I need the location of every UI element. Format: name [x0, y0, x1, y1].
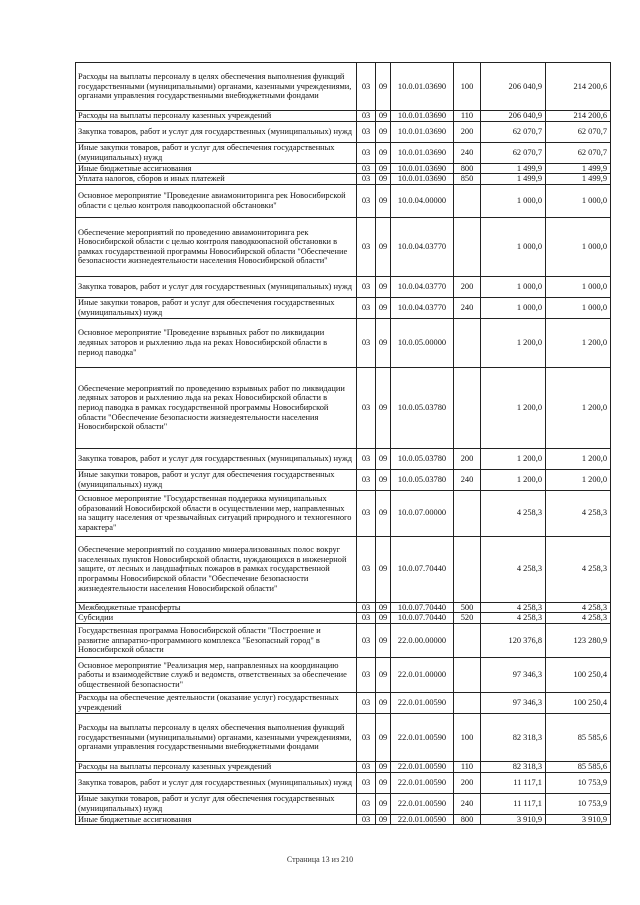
- row-sum-1: 4 258,3: [481, 490, 546, 536]
- row-csr: 22.0.00.00000: [391, 623, 454, 657]
- row-pr: 09: [376, 297, 391, 318]
- row-name: Иные бюджетные ассигнования: [76, 163, 357, 174]
- table-row: [76, 490, 611, 536]
- row-sum-2: 1 000,0: [546, 184, 611, 217]
- row-csr: 22.0.01.00590: [391, 692, 454, 713]
- table-row: [76, 367, 611, 448]
- row-csr: 10.0.05.03780: [391, 367, 454, 448]
- table-row: [76, 217, 611, 276]
- row-rz: 03: [357, 163, 376, 174]
- row-csr: 10.0.01.03690: [391, 121, 454, 142]
- row-csr: 10.0.01.03690: [391, 163, 454, 174]
- row-pr: 09: [376, 657, 391, 692]
- row-sum-1: 11 117,1: [481, 772, 546, 793]
- row-vr: [454, 536, 481, 602]
- row-vr: 110: [454, 111, 481, 122]
- row-csr: 10.0.05.03780: [391, 469, 454, 490]
- row-sum-2: 214 200,6: [546, 111, 611, 122]
- row-csr: 22.0.01.00590: [391, 793, 454, 814]
- row-name: Обеспечение мероприятий по проведению взрывных работ по ликвидации ледяных заторов и рыхлению льда на реках Новосибирской области в период паводка в рамках государственной программы Новосибирской области "Обеспечение безопасности жизнедеятельности населения Новосибирской области": [76, 367, 357, 448]
- row-pr: 09: [376, 63, 391, 111]
- table-row: [76, 318, 611, 367]
- row-rz: 03: [357, 613, 376, 624]
- row-pr: 09: [376, 142, 391, 163]
- row-sum-1: 11 117,1: [481, 793, 546, 814]
- row-rz: 03: [357, 536, 376, 602]
- row-sum-2: 123 280,9: [546, 623, 611, 657]
- row-vr: [454, 367, 481, 448]
- table-row: [76, 276, 611, 297]
- row-sum-1: 1 000,0: [481, 297, 546, 318]
- table-row: [76, 163, 611, 174]
- row-csr: 10.0.04.03770: [391, 217, 454, 276]
- row-csr: 10.0.04.00000: [391, 184, 454, 217]
- row-name: Расходы на выплаты персоналу в целях обеспечения выполнения функций государственными (муниципальными) органами, казенными учреждениями, органами управления государственными внебюджетными фондами: [76, 713, 357, 761]
- row-name: Закупка товаров, работ и услуг для государственных (муниципальных) нужд: [76, 121, 357, 142]
- row-rz: 03: [357, 174, 376, 185]
- table-row: [76, 793, 611, 814]
- row-sum-2: 1 000,0: [546, 276, 611, 297]
- row-vr: [454, 692, 481, 713]
- budget-table-body: [76, 63, 611, 825]
- row-name: Основное мероприятие "Государственная поддержка муниципальных образований Новосибирской области в осуществлении мер, направленных на защиту населения от чрезвычайных ситуаций природного и техногенного характера": [76, 490, 357, 536]
- row-csr: 10.0.07.00000: [391, 490, 454, 536]
- table-row: [76, 111, 611, 122]
- row-rz: 03: [357, 276, 376, 297]
- row-vr: 100: [454, 63, 481, 111]
- row-sum-2: 62 070,7: [546, 121, 611, 142]
- table-row: [76, 623, 611, 657]
- table-row: [76, 142, 611, 163]
- row-csr: 10.0.01.03690: [391, 111, 454, 122]
- row-pr: 09: [376, 602, 391, 613]
- row-csr: 22.0.01.00590: [391, 713, 454, 761]
- row-name: Расходы на выплаты персоналу в целях обеспечения выполнения функций государственными (муниципальными) органами, казенными учреждениями, органами управления государственными внебюджетными фондами: [76, 63, 357, 111]
- row-sum-1: 1 000,0: [481, 184, 546, 217]
- row-csr: 10.0.05.03780: [391, 448, 454, 469]
- row-name: Основное мероприятие "Проведение авиамониторинга рек Новосибирской области с целью контроля паводкоопасной обстановки": [76, 184, 357, 217]
- row-vr: 800: [454, 163, 481, 174]
- row-vr: [454, 490, 481, 536]
- row-sum-2: 10 753,9: [546, 793, 611, 814]
- row-sum-1: 97 346,3: [481, 657, 546, 692]
- table-row: [76, 174, 611, 185]
- row-rz: 03: [357, 297, 376, 318]
- row-vr: 240: [454, 297, 481, 318]
- row-csr: 10.0.01.03690: [391, 142, 454, 163]
- row-sum-1: 3 910,9: [481, 814, 546, 825]
- row-sum-1: 1 200,0: [481, 318, 546, 367]
- row-sum-2: 1 499,9: [546, 163, 611, 174]
- row-pr: 09: [376, 184, 391, 217]
- row-vr: 100: [454, 713, 481, 761]
- row-pr: 09: [376, 623, 391, 657]
- row-sum-2: 4 258,3: [546, 536, 611, 602]
- row-name: Расходы на обеспечение деятельности (оказание услуг) государственных учреждений: [76, 692, 357, 713]
- row-rz: 03: [357, 448, 376, 469]
- row-csr: 10.0.07.70440: [391, 536, 454, 602]
- page-footer: Страница 13 из 210: [286, 855, 354, 864]
- row-rz: 03: [357, 469, 376, 490]
- row-rz: 03: [357, 793, 376, 814]
- row-pr: 09: [376, 448, 391, 469]
- row-name: Расходы на выплаты персоналу казенных учреждений: [76, 761, 357, 772]
- row-rz: 03: [357, 184, 376, 217]
- row-name: Закупка товаров, работ и услуг для государственных (муниципальных) нужд: [76, 276, 357, 297]
- row-pr: 09: [376, 536, 391, 602]
- row-sum-1: 206 040,9: [481, 111, 546, 122]
- row-name: Иные закупки товаров, работ и услуг для обеспечения государственных (муниципальных) нужд: [76, 297, 357, 318]
- table-row: [76, 536, 611, 602]
- row-pr: 09: [376, 490, 391, 536]
- row-rz: 03: [357, 367, 376, 448]
- row-sum-2: 1 200,0: [546, 448, 611, 469]
- table-row: [76, 814, 611, 825]
- row-sum-2: 4 258,3: [546, 602, 611, 613]
- row-pr: 09: [376, 713, 391, 761]
- row-name: Иные закупки товаров, работ и услуг для обеспечения государственных (муниципальных) нужд: [76, 142, 357, 163]
- table-row: [76, 657, 611, 692]
- row-sum-2: 4 258,3: [546, 613, 611, 624]
- row-rz: 03: [357, 121, 376, 142]
- table-row: [76, 713, 611, 761]
- row-vr: [454, 623, 481, 657]
- row-rz: 03: [357, 772, 376, 793]
- row-pr: 09: [376, 163, 391, 174]
- row-sum-1: 1 499,9: [481, 174, 546, 185]
- row-name: Закупка товаров, работ и услуг для государственных (муниципальных) нужд: [76, 448, 357, 469]
- row-sum-2: 4 258,3: [546, 490, 611, 536]
- row-rz: 03: [357, 692, 376, 713]
- row-pr: 09: [376, 772, 391, 793]
- row-rz: 03: [357, 814, 376, 825]
- table-row: [76, 121, 611, 142]
- row-csr: 22.0.01.00590: [391, 772, 454, 793]
- row-pr: 09: [376, 469, 391, 490]
- row-csr: 10.0.07.70440: [391, 613, 454, 624]
- row-csr: 22.0.01.00000: [391, 657, 454, 692]
- row-sum-2: 100 250,4: [546, 657, 611, 692]
- row-csr: 10.0.07.70440: [391, 602, 454, 613]
- row-pr: 09: [376, 318, 391, 367]
- row-name: Иные закупки товаров, работ и услуг для обеспечения государственных (муниципальных) нужд: [76, 793, 357, 814]
- row-rz: 03: [357, 111, 376, 122]
- row-vr: 200: [454, 772, 481, 793]
- row-sum-1: 1 000,0: [481, 276, 546, 297]
- row-vr: 240: [454, 469, 481, 490]
- row-name: Основное мероприятие "Проведение взрывных работ по ликвидации ледяных заторов и рыхлению льда на реках Новосибирской области в период паводка": [76, 318, 357, 367]
- row-sum-1: 1 200,0: [481, 367, 546, 448]
- table-row: [76, 297, 611, 318]
- row-name: Иные закупки товаров, работ и услуг для обеспечения государственных (муниципальных) нужд: [76, 469, 357, 490]
- row-pr: 09: [376, 174, 391, 185]
- row-pr: 09: [376, 217, 391, 276]
- row-pr: 09: [376, 692, 391, 713]
- row-rz: 03: [357, 490, 376, 536]
- row-name: Межбюджетные трансферты: [76, 602, 357, 613]
- row-vr: 850: [454, 174, 481, 185]
- row-vr: 200: [454, 276, 481, 297]
- row-vr: 200: [454, 448, 481, 469]
- row-sum-1: 1 200,0: [481, 448, 546, 469]
- row-rz: 03: [357, 657, 376, 692]
- row-csr: 22.0.01.00590: [391, 761, 454, 772]
- row-csr: 10.0.04.03770: [391, 297, 454, 318]
- table-row: [76, 761, 611, 772]
- row-sum-1: 62 070,7: [481, 121, 546, 142]
- row-name: Обеспечение мероприятий по проведению авиамониторинга рек Новосибирской области с целью контроля паводкоопасной обстановки в рамках государственной программы Новосибирской области "Обеспечение безопасности жизнедеятельности населения Новосибирской области": [76, 217, 357, 276]
- row-sum-2: 3 910,9: [546, 814, 611, 825]
- row-sum-2: 62 070,7: [546, 142, 611, 163]
- row-csr: 10.0.04.03770: [391, 276, 454, 297]
- table-row: [76, 184, 611, 217]
- row-rz: 03: [357, 142, 376, 163]
- row-sum-2: 1 200,0: [546, 318, 611, 367]
- row-rz: 03: [357, 602, 376, 613]
- budget-table: [75, 62, 611, 825]
- row-name: Уплата налогов, сборов и иных платежей: [76, 174, 357, 185]
- table-row: [76, 602, 611, 613]
- row-sum-2: 1 200,0: [546, 469, 611, 490]
- row-sum-1: 206 040,9: [481, 63, 546, 111]
- table-row: [76, 772, 611, 793]
- row-sum-2: 85 585,6: [546, 761, 611, 772]
- row-name: Закупка товаров, работ и услуг для государственных (муниципальных) нужд: [76, 772, 357, 793]
- row-sum-2: 1 499,9: [546, 174, 611, 185]
- row-rz: 03: [357, 217, 376, 276]
- row-pr: 09: [376, 367, 391, 448]
- row-vr: 520: [454, 613, 481, 624]
- row-sum-2: 214 200,6: [546, 63, 611, 111]
- row-sum-1: 120 376,8: [481, 623, 546, 657]
- row-sum-1: 4 258,3: [481, 536, 546, 602]
- row-rz: 03: [357, 63, 376, 111]
- row-vr: [454, 318, 481, 367]
- row-name: Государственная программа Новосибирской области "Построение и развитие аппаратно-программного комплекса "Безопасный город" в Новосибирской области: [76, 623, 357, 657]
- row-pr: 09: [376, 814, 391, 825]
- row-name: Обеспечение мероприятий по созданию минерализованных полос вокруг населенных пунктов Новосибирской области, нуждающихся в инженерной защите, от лесных и ландшафтных пожаров в рамках государственной программы Новосибирской области "Обеспечение безопасности жизнедеятельности населения Новосибирской области": [76, 536, 357, 602]
- row-name: Субсидии: [76, 613, 357, 624]
- row-vr: [454, 184, 481, 217]
- row-vr: 500: [454, 602, 481, 613]
- row-csr: 10.0.01.03690: [391, 63, 454, 111]
- row-pr: 09: [376, 121, 391, 142]
- row-sum-1: 4 258,3: [481, 602, 546, 613]
- table-row: [76, 448, 611, 469]
- row-pr: 09: [376, 761, 391, 772]
- row-name: Основное мероприятие "Реализация мер, направленных на координацию работы и взаимодействие служб и ведомств, ответственных за обеспечение общественной безопасности": [76, 657, 357, 692]
- row-vr: 110: [454, 761, 481, 772]
- row-csr: 10.0.01.03690: [391, 174, 454, 185]
- row-vr: [454, 657, 481, 692]
- row-pr: 09: [376, 613, 391, 624]
- row-rz: 03: [357, 318, 376, 367]
- row-sum-1: 1 200,0: [481, 469, 546, 490]
- row-csr: 10.0.05.00000: [391, 318, 454, 367]
- row-vr: 200: [454, 121, 481, 142]
- row-pr: 09: [376, 793, 391, 814]
- row-vr: 800: [454, 814, 481, 825]
- row-sum-1: 97 346,3: [481, 692, 546, 713]
- table-row: [76, 469, 611, 490]
- row-csr: 22.0.01.00590: [391, 814, 454, 825]
- row-sum-2: 100 250,4: [546, 692, 611, 713]
- row-sum-1: 62 070,7: [481, 142, 546, 163]
- row-pr: 09: [376, 276, 391, 297]
- row-name: Иные бюджетные ассигнования: [76, 814, 357, 825]
- row-vr: 240: [454, 793, 481, 814]
- table-row: [76, 613, 611, 624]
- row-rz: 03: [357, 761, 376, 772]
- row-rz: 03: [357, 623, 376, 657]
- row-vr: [454, 217, 481, 276]
- row-sum-2: 10 753,9: [546, 772, 611, 793]
- row-name: Расходы на выплаты персоналу казенных учреждений: [76, 111, 357, 122]
- row-sum-1: 82 318,3: [481, 761, 546, 772]
- row-sum-2: 1 000,0: [546, 297, 611, 318]
- row-sum-1: 82 318,3: [481, 713, 546, 761]
- row-sum-2: 1 000,0: [546, 217, 611, 276]
- row-vr: 240: [454, 142, 481, 163]
- row-sum-1: 1 499,9: [481, 163, 546, 174]
- table-row: [76, 692, 611, 713]
- row-sum-1: 4 258,3: [481, 613, 546, 624]
- row-sum-1: 1 000,0: [481, 217, 546, 276]
- row-sum-2: 1 200,0: [546, 367, 611, 448]
- row-pr: 09: [376, 111, 391, 122]
- table-row: [76, 63, 611, 111]
- row-sum-2: 85 585,6: [546, 713, 611, 761]
- row-rz: 03: [357, 713, 376, 761]
